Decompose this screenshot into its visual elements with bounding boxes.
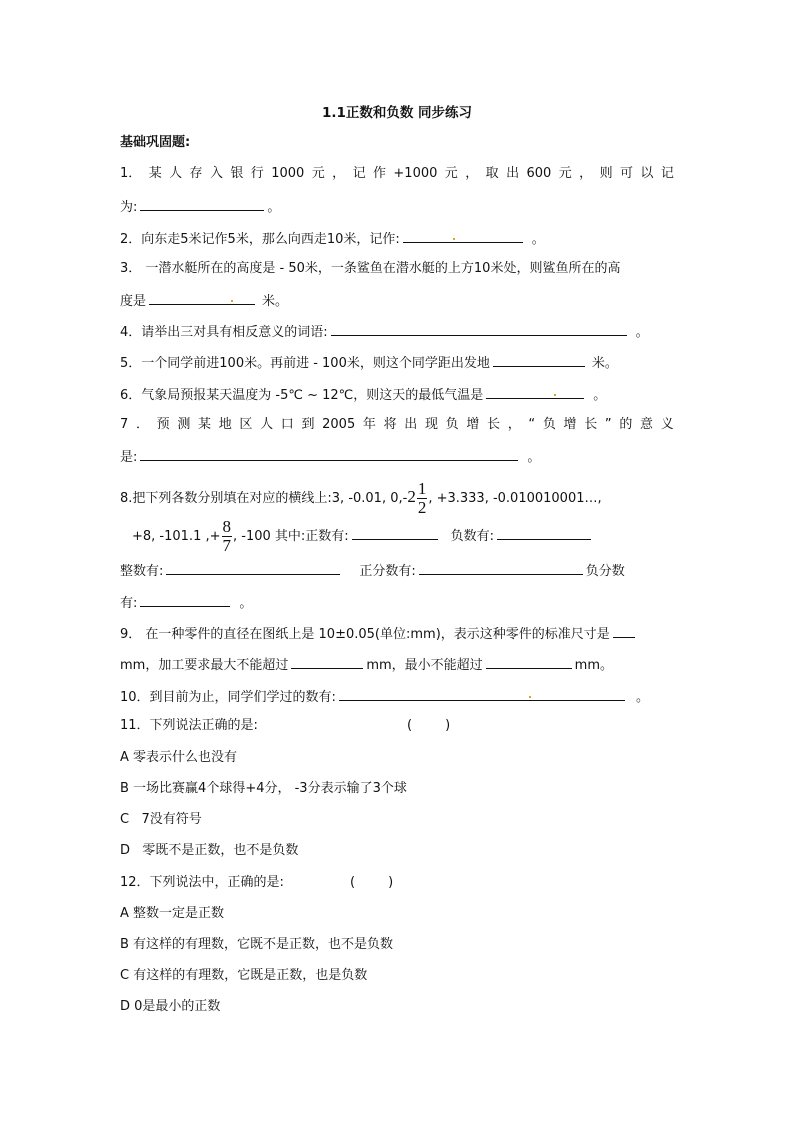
question-token: 作	[372, 166, 386, 181]
question-11-stem	[120, 716, 451, 736]
question-token: “	[528, 417, 536, 432]
question-8-prefix: 有:	[120, 596, 138, 611]
question-8-suffix: 。	[239, 596, 253, 611]
answer-blank[interactable]	[493, 352, 585, 367]
question-5	[120, 352, 618, 372]
question-token: 增	[466, 417, 480, 432]
negative-fractions-label: 负分数	[585, 564, 625, 579]
question-token: 年	[362, 417, 376, 432]
fraction-denominator: 2	[417, 498, 427, 517]
question-2-text: 2．向东走5米记作5米，那么向西走10米，记作:	[120, 232, 400, 247]
standard-size-blank[interactable]	[613, 623, 635, 638]
question-3-prefix: 度是	[120, 294, 147, 309]
positive-fractions-label: 正分数有:	[359, 564, 416, 579]
question-1-prefix: 为:	[120, 200, 138, 215]
question-token: 600	[526, 166, 552, 181]
question-token: 长	[487, 417, 501, 432]
question-7-prefix: 是:	[120, 450, 138, 465]
question-token: 人	[260, 417, 274, 432]
positive-fractions-blank[interactable]	[419, 560, 583, 575]
question-5-text: 5．一个同学前进100米。再前进 - 100米，则这个同学距出发地	[120, 356, 490, 371]
positive-numbers-blank[interactable]	[352, 525, 438, 540]
fraction-numerator: 1	[417, 479, 427, 498]
section-heading: 基础巩固题:	[120, 135, 191, 150]
question-7-line-2	[120, 446, 540, 466]
question-token: 取	[485, 166, 499, 181]
question-token: ，	[507, 417, 521, 432]
question-token: ”	[604, 417, 612, 432]
question-8-text-c: +8, -101.1 ,+	[132, 529, 221, 544]
question-token: 1．	[120, 166, 142, 181]
question-7-suffix: 。	[527, 450, 541, 465]
question-9-text-c: mm。	[574, 658, 613, 673]
integers-blank[interactable]	[166, 560, 340, 575]
question-4	[120, 321, 649, 341]
question-3-line-1: 3． 一潜水艇所在的高度是 - 50米，一条鲨鱼在潜水艇的上方10米处，则鲨鱼所在的高	[120, 261, 621, 276]
question-token: 意	[640, 417, 654, 432]
question-token: 将	[383, 417, 397, 432]
negative-numbers-blank[interactable]	[497, 525, 591, 540]
question-token: 区	[239, 417, 253, 432]
question-token: 记	[352, 166, 366, 181]
question-1-line-2	[120, 196, 280, 216]
option-a[interactable]: A 整数一定是正数	[120, 906, 225, 921]
option-c[interactable]: C 7没有符号	[120, 812, 202, 827]
question-2-suffix: 。	[531, 232, 545, 247]
question-token: 出	[506, 166, 520, 181]
question-11-text: 11．下列说法正确的是:	[120, 718, 258, 733]
question-token: 银	[230, 166, 244, 181]
question-6	[120, 384, 606, 404]
question-token: 记	[660, 166, 674, 181]
question-token: 以	[640, 166, 654, 181]
negative-fractions-blank[interactable]	[140, 592, 230, 607]
question-5-suffix: 米。	[591, 356, 618, 371]
question-6-suffix: 。	[593, 388, 607, 403]
question-1-line-1	[120, 164, 674, 184]
question-4-suffix: 。	[635, 325, 649, 340]
question-6-text: 6．气象局预报某天温度为 -5℃ ~ 12℃，则这天的最低气温是	[120, 388, 484, 403]
question-token: 行	[250, 166, 264, 181]
question-token: +1000	[393, 166, 438, 181]
question-token: 口	[280, 417, 294, 432]
question-9-line-2	[120, 654, 613, 674]
question-token: 预	[156, 417, 170, 432]
question-token: 则	[599, 166, 613, 181]
min-size-blank[interactable]	[486, 654, 572, 669]
question-token: 存	[189, 166, 203, 181]
question-8-text-b: , +3.333, -0.010010001…,	[428, 491, 602, 506]
question-3-suffix: 米。	[262, 294, 289, 309]
question-token: 某	[148, 166, 162, 181]
question-9-text-a: mm，加工要求最大不能超过	[120, 658, 289, 673]
page-title: 1.1正数和负数 同步练习	[321, 105, 473, 121]
question-token: 某	[198, 417, 212, 432]
mixed-number-fraction	[417, 480, 428, 517]
answer-paren[interactable]: ( )	[407, 718, 451, 733]
answer-blank[interactable]	[149, 290, 255, 305]
answer-blank[interactable]	[140, 196, 264, 211]
question-token: 入	[209, 166, 223, 181]
question-10-text: 10．到目前为止，同学们学过的数有:	[120, 690, 336, 705]
question-8-line-4	[120, 592, 252, 612]
question-token: ．	[135, 417, 149, 432]
option-a[interactable]: A 零表示什么也没有	[120, 750, 238, 765]
question-token: 可	[619, 166, 633, 181]
question-token: 7	[120, 417, 129, 432]
question-token: 长	[584, 417, 598, 432]
question-8-line-1	[120, 479, 602, 517]
question-7-line-1	[120, 415, 674, 435]
question-9-line-1	[120, 623, 638, 643]
question-token: 人	[169, 166, 183, 181]
question-9-text: 9． 在一种零件的直径在图纸上是 10±0.05(单位:mm)，表示这种零件的标准尺寸是	[120, 627, 610, 642]
question-token: 增	[563, 417, 577, 432]
question-8-line-2	[120, 517, 594, 555]
question-token: 义	[660, 417, 674, 432]
fraction-eight-sevenths	[222, 518, 233, 555]
answer-blank[interactable]	[331, 321, 627, 336]
max-size-blank[interactable]	[291, 654, 363, 669]
answer-blank[interactable]	[486, 384, 584, 399]
question-token: 地	[218, 417, 232, 432]
question-8-text-a: 8.把下列各数分别填在对应的横线上:3, -0.01, 0,-	[120, 491, 408, 506]
option-d[interactable]: D 0是最小的正数	[120, 999, 221, 1014]
question-token: 负	[445, 417, 459, 432]
question-4-text: 4．请举出三对具有相反意义的词语:	[120, 325, 328, 340]
answer-blank[interactable]	[140, 446, 518, 461]
fraction-denominator: 7	[222, 536, 231, 555]
question-2	[120, 228, 545, 248]
question-token: 元	[311, 166, 325, 181]
option-b[interactable]: B 一场比赛赢4个球得+4分， -3分表示输了3个球	[120, 781, 407, 796]
question-9-text-b: mm，最小不能超过	[366, 658, 483, 673]
option-b[interactable]: B 有这样的有理数，它既不是正数，也不是负数	[120, 937, 394, 952]
question-token: 1000	[271, 166, 305, 181]
question-10	[120, 686, 649, 706]
option-c[interactable]: C 有这样的有理数，它既是正数，也是负数	[120, 968, 368, 983]
question-token: 的	[619, 417, 633, 432]
question-1-suffix: 。	[267, 200, 281, 215]
question-12-stem	[120, 873, 394, 893]
negative-numbers-label: 负数有:	[450, 529, 495, 544]
answer-blank[interactable]	[403, 228, 523, 243]
question-token: 测	[177, 417, 191, 432]
question-10-suffix: 。	[635, 690, 649, 705]
question-8-line-3	[120, 560, 625, 580]
question-token: 元	[444, 166, 458, 181]
question-token: ，	[465, 166, 479, 181]
question-token: ，	[332, 166, 346, 181]
question-token: 元	[558, 166, 572, 181]
answer-paren[interactable]: ( )	[350, 875, 394, 890]
fraction-numerator: 8	[222, 517, 231, 536]
option-d[interactable]: D 零既不是正数，也不是负数	[120, 843, 299, 858]
question-12-text: 12．下列说法中，正确的是:	[120, 875, 284, 890]
question-token: 2005	[322, 417, 356, 432]
question-token: 到	[301, 417, 315, 432]
integers-label: 整数有:	[120, 564, 164, 579]
answer-blank[interactable]	[339, 686, 625, 701]
question-8-text-d: , -100 其中:正数有:	[233, 529, 349, 544]
question-token: 负	[542, 417, 556, 432]
question-token: 现	[424, 417, 438, 432]
question-3-line-2	[120, 290, 288, 310]
question-token: ，	[579, 166, 593, 181]
mixed-number-whole: 2	[407, 487, 416, 506]
question-token: 出	[404, 417, 418, 432]
